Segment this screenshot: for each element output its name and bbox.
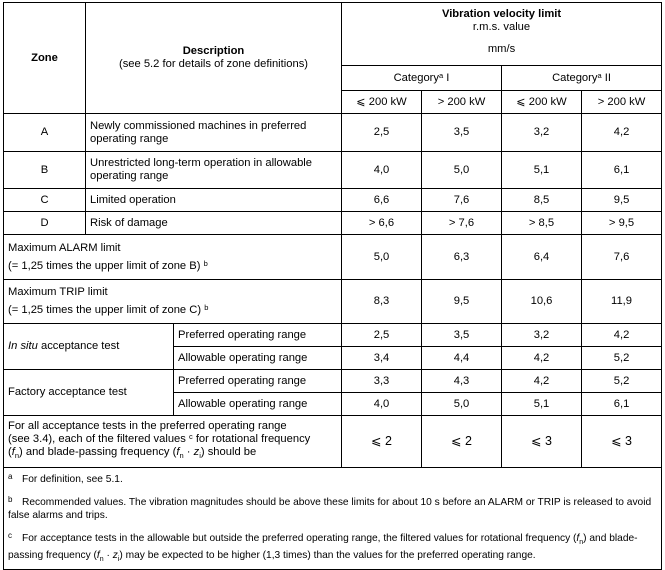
category-1-header <box>342 66 502 91</box>
footnote-c-text: ) may be expected to be higher (1,3 times) than the values for the preferred operating range. <box>119 550 536 562</box>
insitu-italic: In situ <box>8 340 38 352</box>
value-cell: ⩽ 2 <box>342 416 422 468</box>
zone-row <box>4 114 662 152</box>
value-cell: 6,1 <box>582 393 662 416</box>
filtered-text: ) should be <box>200 446 257 459</box>
value-cell: 4,0 <box>342 152 422 189</box>
fn-subscript: n <box>14 451 20 461</box>
limit-title: Vibration velocity limit <box>441 8 562 20</box>
footnote-a <box>8 470 657 486</box>
description-title: Description <box>182 45 245 57</box>
fn-subscript: n <box>579 539 584 547</box>
value-cell: 4,2 <box>582 324 662 347</box>
alarm-row <box>4 235 662 280</box>
value-cell: 4,0 <box>342 393 422 416</box>
footnote-mark-c: c <box>188 432 193 442</box>
value-cell: 3,5 <box>422 324 502 347</box>
unit-label: mm/s <box>487 43 516 55</box>
fn-subscript: n <box>179 451 184 461</box>
value-cell: 3,2 <box>502 324 582 347</box>
value-cell: > 8,5 <box>502 212 582 235</box>
trip-sub-text: (= 1,25 times the upper limit of zone C) <box>8 304 202 316</box>
value-cell: 6,6 <box>342 189 422 212</box>
footnote-c-text: For acceptance tests in the allowable but outside the preferred operating range, the filtered values for rotational frequency ( <box>22 533 577 544</box>
value-cell: 4,3 <box>422 370 502 393</box>
power-high-header: > 200 kW <box>582 91 662 114</box>
footnote-mark-a: a <box>597 70 602 80</box>
filtered-text: ) and blade-passing frequency ( <box>19 446 177 459</box>
zone-cell: D <box>4 212 86 235</box>
value-cell: 5,0 <box>422 393 502 416</box>
value-cell: 4,4 <box>422 347 502 370</box>
value-cell: 3,3 <box>342 370 422 393</box>
category-2-header <box>502 66 662 91</box>
zone-cell: A <box>4 114 86 152</box>
value-cell: 8,5 <box>502 189 582 212</box>
value-cell: 4,2 <box>502 370 582 393</box>
category-2-number: II <box>601 71 611 84</box>
value-cell: 7,6 <box>422 189 502 212</box>
filtered-text: ( <box>8 446 12 459</box>
value-cell: 7,6 <box>582 235 662 280</box>
value-cell: 5,0 <box>342 235 422 280</box>
filtered-row <box>4 416 662 468</box>
zone-description: Risk of damage <box>86 212 342 235</box>
footnotes-row <box>4 468 662 570</box>
alarm-label-cell <box>4 235 342 280</box>
filtered-line-2 <box>8 433 337 446</box>
footnote-c-mark: c <box>8 531 12 540</box>
insitu-label <box>4 324 174 370</box>
value-cell: > 6,6 <box>342 212 422 235</box>
value-cell: > 7,6 <box>422 212 502 235</box>
z-symbol: z <box>112 550 118 562</box>
footnote-mark-a: a <box>439 70 444 80</box>
value-cell: 3,4 <box>342 347 422 370</box>
z-subscript: i <box>199 451 201 461</box>
description-subtitle: (see 5.2 for details of zone definitions) <box>118 58 309 70</box>
value-cell: > 9,5 <box>582 212 662 235</box>
range-cell: Allowable operating range <box>174 393 342 416</box>
filtered-label <box>4 416 342 468</box>
fn-symbol: f <box>176 446 180 459</box>
range-cell: Preferred operating range <box>174 324 342 347</box>
filtered-text: · <box>183 446 194 459</box>
fn-symbol: f <box>576 533 580 544</box>
trip-label-cell <box>4 280 342 324</box>
factory-label: Factory acceptance test <box>4 370 174 416</box>
category-word: Category <box>393 71 439 84</box>
value-cell: 5,1 <box>502 393 582 416</box>
value-cell: 2,5 <box>342 324 422 347</box>
zone-cell: C <box>4 189 86 212</box>
description-header <box>86 3 342 114</box>
footnote-c-text: · <box>103 550 113 562</box>
footnote-a-text: For definition, see 5.1. <box>22 474 123 485</box>
range-cell: Preferred operating range <box>174 370 342 393</box>
trip-sub <box>8 304 337 317</box>
value-cell: 10,6 <box>502 280 582 324</box>
power-low-header: ⩽ 200 kW <box>502 91 582 114</box>
value-cell: 5,2 <box>582 347 662 370</box>
fn-symbol: f <box>96 550 100 562</box>
limit-subtitle: r.m.s. value <box>472 21 531 33</box>
value-cell: 5,2 <box>582 370 662 393</box>
header-row-1 <box>4 3 662 66</box>
footnotes <box>4 468 662 570</box>
filtered-line-1: For all acceptance tests in the preferred operating range <box>8 420 287 433</box>
footnote-b <box>8 493 657 522</box>
alarm-sub-text: (= 1,25 times the upper limit of zone B) <box>8 259 201 272</box>
alarm-label: Maximum ALARM limit <box>8 241 121 254</box>
value-cell: 4,2 <box>582 114 662 152</box>
zone-row <box>4 212 662 235</box>
footnote-c-text: ) and blade-passing frequency ( <box>8 533 638 562</box>
value-cell: 3,2 <box>502 114 582 152</box>
value-cell: 6,1 <box>582 152 662 189</box>
footnote-a-mark: a <box>8 472 13 481</box>
footnote-b-text: Recommended values. The vibration magnitudes should be above these limits for about 10 s before an ALARM or TRIP is released to avoid false alarms and trips. <box>8 497 652 521</box>
range-cell: Allowable operating range <box>174 347 342 370</box>
value-cell: 6,4 <box>502 235 582 280</box>
value-cell: 4,2 <box>502 347 582 370</box>
power-high-header: > 200 kW <box>422 91 502 114</box>
insitu-row <box>4 324 662 347</box>
value-cell: 3,5 <box>422 114 502 152</box>
value-cell: ⩽ 2 <box>422 416 502 468</box>
value-cell: 5,1 <box>502 152 582 189</box>
vibration-limits-table-container <box>3 2 661 570</box>
vibration-limits-table <box>3 2 662 570</box>
zone-row <box>4 189 662 212</box>
z-subscript: i <box>117 556 120 564</box>
value-cell: 5,0 <box>422 152 502 189</box>
trip-label: Maximum TRIP limit <box>8 286 108 298</box>
alarm-sub <box>8 260 337 273</box>
value-cell: ⩽ 3 <box>502 416 582 468</box>
trip-row <box>4 280 662 324</box>
footnote-mark-b: b <box>203 258 208 268</box>
value-cell: 2,5 <box>342 114 422 152</box>
zone-description: Limited operation <box>86 189 342 212</box>
category-1-number: I <box>443 71 450 84</box>
value-cell: 8,3 <box>342 280 422 324</box>
zone-header: Zone <box>4 3 86 114</box>
fn-subscript: n <box>99 556 104 564</box>
power-low-header: ⩽ 200 kW <box>342 91 422 114</box>
zone-row <box>4 152 662 189</box>
insitu-rest: acceptance test <box>37 340 120 352</box>
category-word: Category <box>552 71 598 84</box>
zone-cell: B <box>4 152 86 189</box>
value-cell: 9,5 <box>422 280 502 324</box>
filtered-text: for rotational frequency <box>192 433 311 446</box>
value-cell: 11,9 <box>582 280 662 324</box>
filtered-text: (see 3.4), each of the filtered values <box>8 433 189 446</box>
fn-symbol: f <box>11 446 15 459</box>
footnote-c <box>8 529 657 566</box>
footnote-mark-b: b <box>204 303 209 312</box>
limit-header <box>342 3 662 66</box>
z-symbol: z <box>193 446 200 459</box>
value-cell: 9,5 <box>582 189 662 212</box>
filtered-line-3 <box>8 446 337 462</box>
value-cell: ⩽ 3 <box>582 416 662 468</box>
zone-description: Unrestricted long-term operation in allowable operating range <box>86 152 342 189</box>
value-cell: 6,3 <box>422 235 502 280</box>
zone-description: Newly commissioned machines in preferred operating range <box>86 114 342 152</box>
footnote-b-mark: b <box>8 495 13 504</box>
factory-row <box>4 370 662 393</box>
